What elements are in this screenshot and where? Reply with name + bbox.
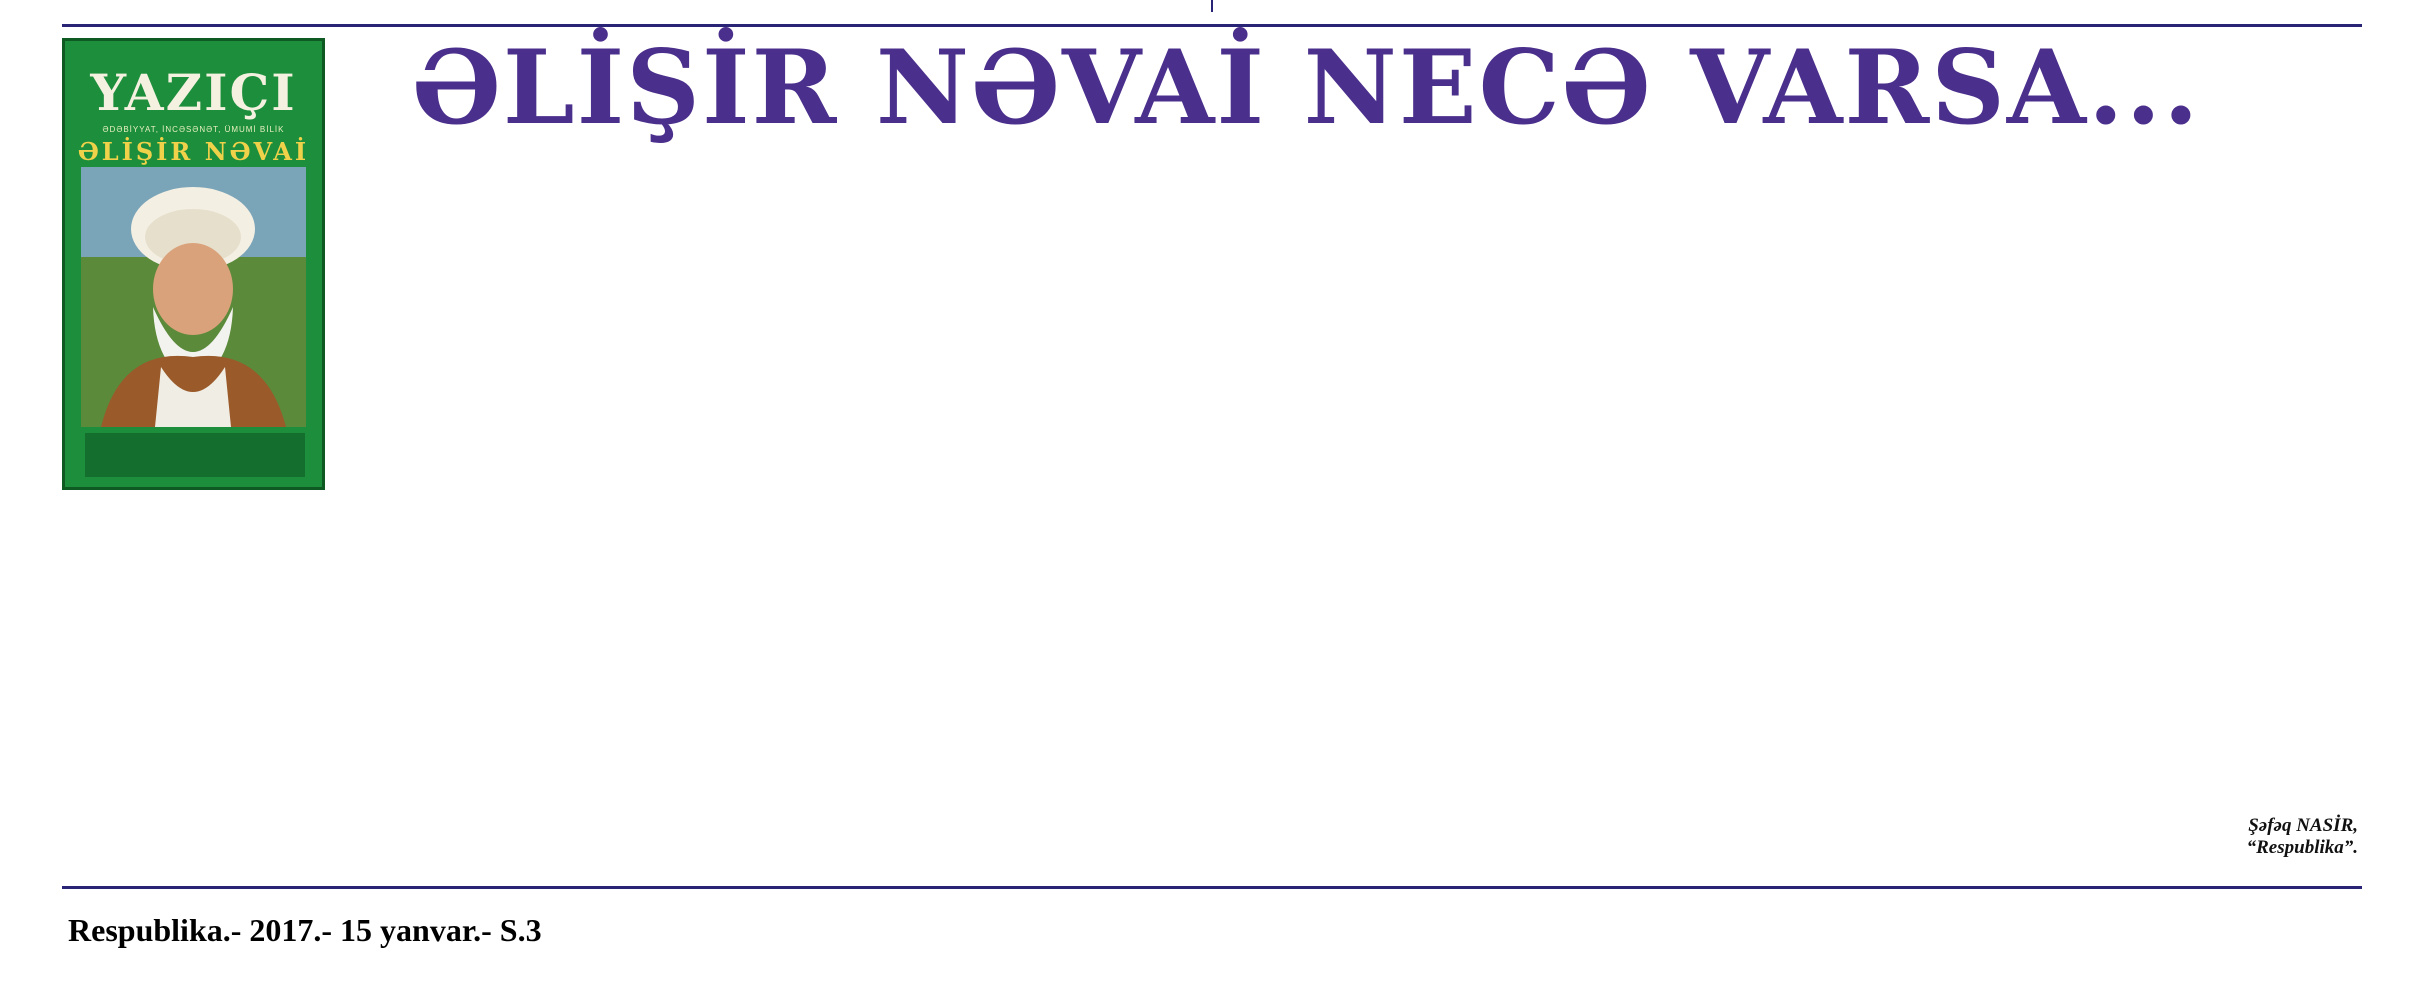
- column-7: [2046, 24, 2358, 804]
- top-rule: [62, 24, 2362, 27]
- portrait-illustration: [81, 167, 306, 427]
- column-5: [1322, 152, 1585, 868]
- bottom-rule: [62, 886, 2362, 889]
- column-3: [710, 152, 973, 868]
- author-name: Şəfəq NASİR,: [2248, 815, 2358, 836]
- cover-name: ƏLİŞİR NƏVAİ: [77, 137, 310, 166]
- column-4: [1016, 152, 1279, 868]
- author-signature: [2180, 815, 2358, 859]
- cover-caption-band: [85, 433, 305, 477]
- cover-subtitle: ƏDƏBİYYAT, İNCƏSƏNƏT, ÜMUMİ BİLİK: [102, 125, 285, 134]
- column-6: [1716, 152, 1979, 868]
- top-center-tick: [1211, 0, 1213, 12]
- column-1: [62, 498, 325, 868]
- column-2: [405, 152, 668, 868]
- source-citation: Respublika.- 2017.- 15 yanvar.- S.3: [68, 912, 542, 948]
- magazine-cover-image: [62, 38, 325, 490]
- article-headline: ƏLİŞİR NƏVAİ NECƏ VARSA...: [412, 28, 2201, 148]
- author-paper: “Respublika”.: [2246, 837, 2358, 858]
- cover-title: YAZIÇI: [90, 63, 297, 122]
